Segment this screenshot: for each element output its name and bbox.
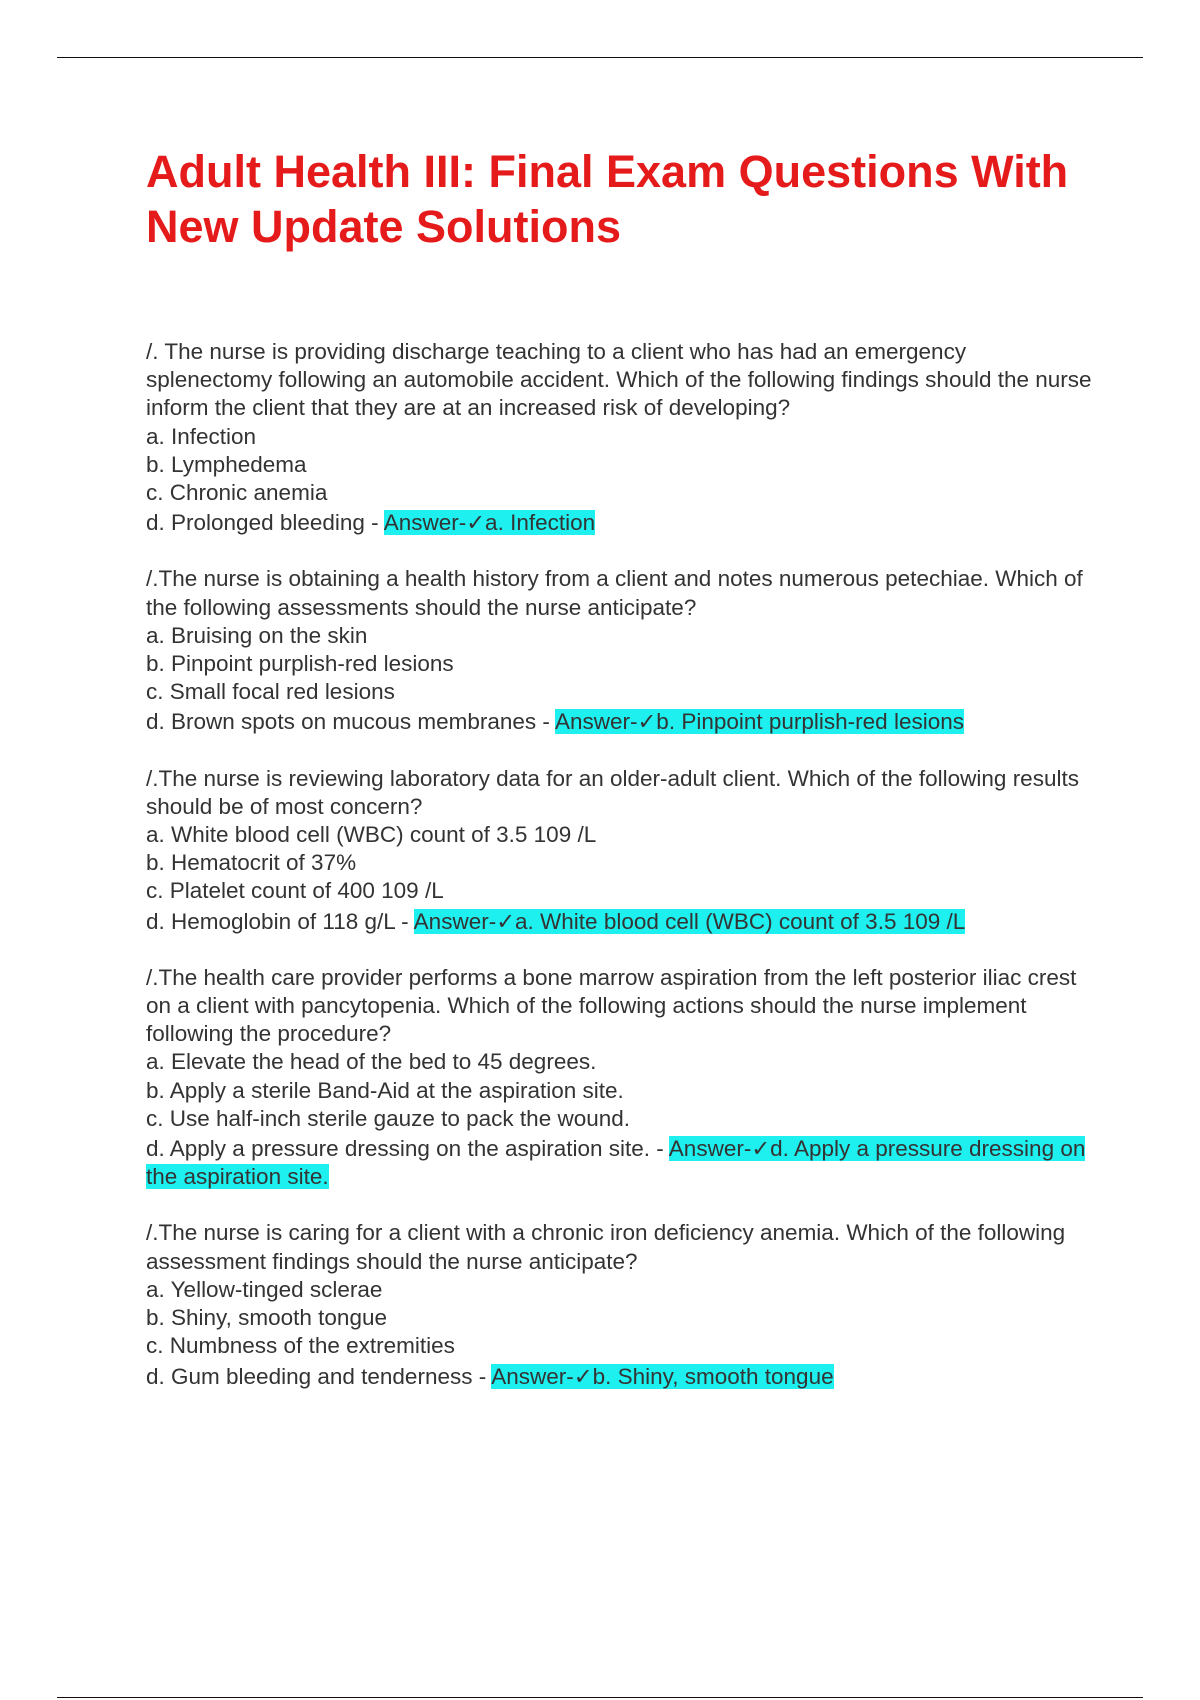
answer-highlight: Answer-✓b. Shiny, smooth tongue [491,1363,834,1389]
option-d: d. Prolonged bleeding - [146,510,384,536]
option-b: b. Apply a sterile Band-Aid at the aspiration site. [146,1077,624,1103]
question-4 [146,964,1096,1192]
option-a: a. Elevate the head of the bed to 45 degrees. [146,1049,597,1075]
option-c: c. Numbness of the extremities [146,1333,455,1359]
option-b: b. Lymphedema [146,451,307,477]
option-d: d. Hemoglobin of 118 g/L - [146,908,414,934]
option-a: a. White blood cell (WBC) count of 3.5 109 /L [146,822,597,848]
option-d-line [146,708,1096,736]
option-b: b. Pinpoint purplish-red lesions [146,651,454,677]
question-stem: /.The nurse is reviewing laboratory data for an older-adult client. Which of the following results should be of most concern? [146,765,1079,819]
question-stem: /.The nurse is caring for a client with a chronic iron deficiency anemia. Which of the following assessment findings should the nurse anticipate? [146,1220,1066,1274]
answer-highlight: Answer-✓a. Infection [383,510,596,536]
answer-highlight: Answer-✓d. Apply a pressure dressing on the aspiration site. [146,1136,1086,1190]
answer-highlight: Answer-✓b. Pinpoint purplish-red lesions [554,709,964,735]
option-c: c. Use half-inch sterile gauze to pack the wound. [146,1105,631,1131]
option-d-line [146,908,1096,936]
document-title: Adult Health III: Final Exam Questions With New Update Solutions [146,146,1069,252]
option-a: a. Yellow-tinged sclerae [146,1276,383,1302]
question-3 [146,765,1096,936]
option-a: a. Infection [146,423,257,449]
bottom-rule [57,1697,1143,1698]
option-c: c. Chronic anemia [146,480,328,506]
option-c: c. Platelet count of 400 109 /L [146,878,444,904]
question-stem: /.The health care provider performs a bone marrow aspiration from the left posterior iliac crest on a client with pancytopenia. Which of the following actions should the nurse implement following the procedure? [146,964,1077,1047]
option-d-line [146,1135,1096,1191]
question-stem: /.The nurse is obtaining a health history from a client and notes numerous petechiae. Which of the following assessments should the nurse anticipate? [146,566,1083,620]
answer-highlight: Answer-✓a. White blood cell (WBC) count of 3.5 109 /L [413,908,966,934]
option-c: c. Small focal red lesions [146,679,395,705]
question-list [146,338,1096,1419]
question-2 [146,565,1096,736]
option-a: a. Bruising on the skin [146,622,368,648]
option-b: b. Hematocrit of 37% [146,850,357,876]
question-1 [146,338,1096,537]
question-5 [146,1219,1096,1390]
question-stem: /. The nurse is providing discharge teaching to a client who has had an emergency splenectomy following an automobile accident. Which of the following findings should the nurse inform the client that they are at an increased risk of developing? [146,339,1092,421]
top-rule [57,57,1143,58]
option-d-line [146,509,1096,537]
option-b: b. Shiny, smooth tongue [146,1305,387,1331]
option-d: d. Brown spots on mucous membranes - [146,709,555,735]
option-d-line [146,1363,1096,1391]
option-d: d. Gum bleeding and tenderness - [146,1363,492,1389]
option-d: d. Apply a pressure dressing on the aspiration site. - [146,1136,669,1162]
